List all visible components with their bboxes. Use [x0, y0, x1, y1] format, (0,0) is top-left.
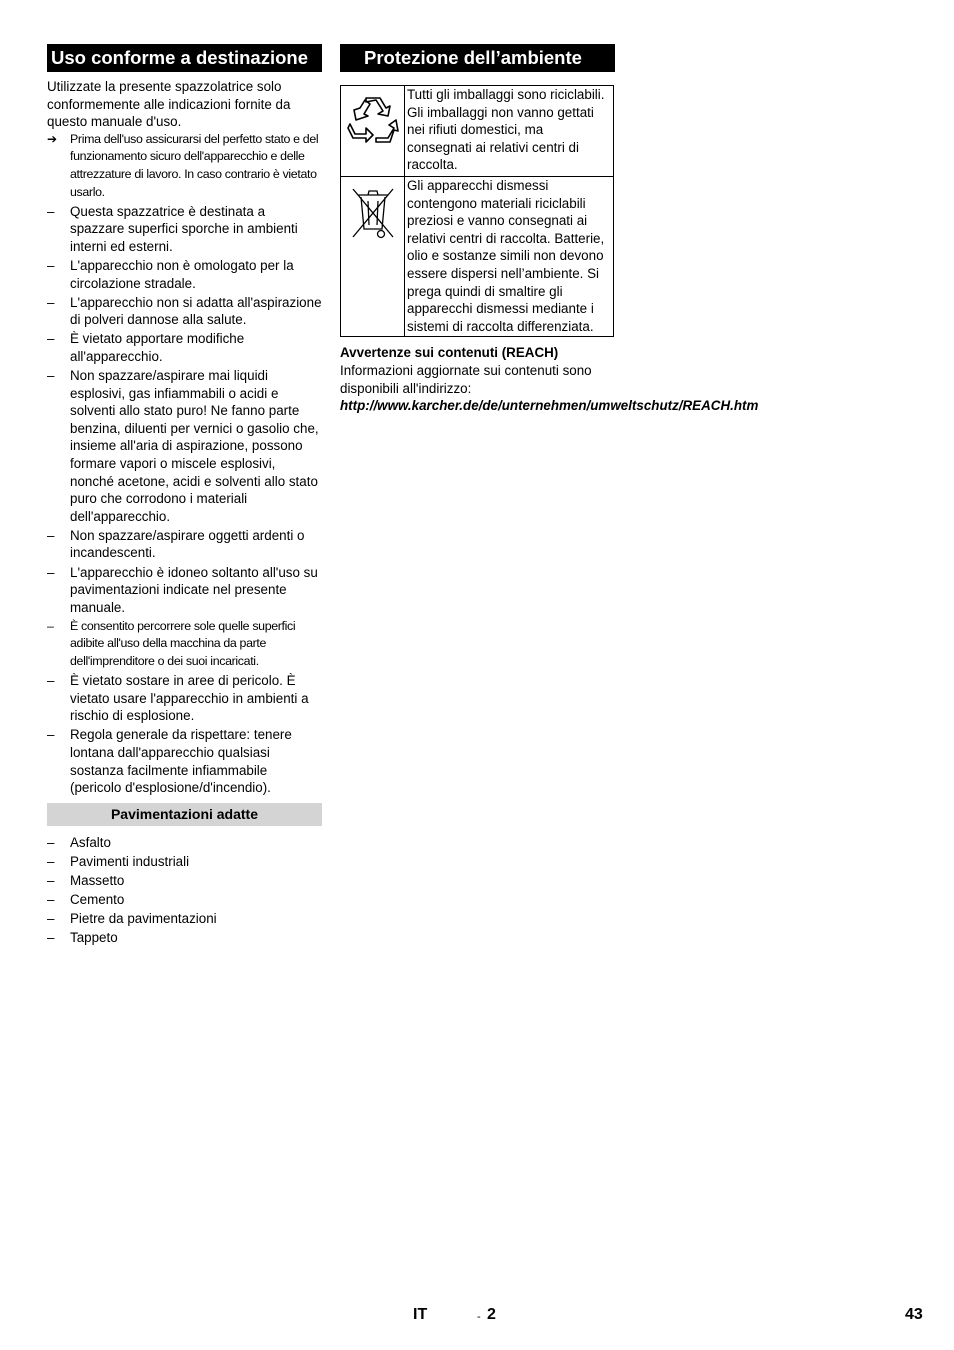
- icon-cell: [341, 177, 405, 337]
- icon-cell: [341, 86, 405, 177]
- table-row: [341, 86, 614, 177]
- list-item: – È consentito percorrere sole quelle superfici adibite all'uso della macchina da parte dell'imprenditore o dei suoi incaricati.: [47, 618, 296, 668]
- list-item: – Cemento: [47, 892, 125, 908]
- table-row: [341, 177, 614, 337]
- arrow-right-icon: ➔: [47, 131, 57, 146]
- list-item: – Tappeto: [47, 930, 118, 946]
- list-item: – L'apparecchio è idoneo soltanto all'uso su pavimentazioni indicate nel presente manuale.: [47, 564, 318, 615]
- list-item: – Non spazzare/aspirare mai liquidi esplosivi, gas infiammabili o acidi e solventi allo stato puro! Ne fanno parte benzina, diluenti per vernici o gasolio che, insieme all'aria di aspirazione, possono formare vapori o miscele esplosivi, nonché acetone, acidi e solventi allo stato puro che corrodono i materiali dell'apparecchio.: [47, 368, 319, 524]
- left-column: [47, 44, 322, 948]
- subheader-suitable-surfaces: Pavimentazioni adatte: [47, 803, 322, 826]
- section-title-intended-use: Uso conforme a destinazione: [47, 44, 322, 72]
- list-item: – L'apparecchio non è omologato per la circolazione stradale.: [47, 257, 294, 291]
- footer-language: IT: [413, 1306, 428, 1323]
- list-item: – Pietre da pavimentazioni: [47, 911, 217, 927]
- reach-title: Avvertenze sui contenuti (REACH): [340, 345, 559, 361]
- list-item: ➔ Prima dell'uso assicurarsi del perfetto stato e del funzionamento sicuro dell'apparecchio e delle attrezzature di lavoro. In caso contrario è vietato usarlo.: [47, 131, 319, 199]
- list-item: – Questa spazzatrice è destinata a spazzare superfici sporche in ambienti interni ed esterni.: [47, 203, 298, 254]
- surfaces-list: [47, 834, 322, 947]
- list-item: – Massetto: [47, 872, 125, 888]
- reach-text: Informazioni aggiornate sui contenuti sono disponibili all'indirizzo:: [340, 362, 592, 396]
- environment-table: [340, 85, 614, 337]
- list-item: – Non spazzare/aspirare oggetti ardenti o incandescenti.: [47, 527, 305, 561]
- table-cell-text: Gli apparecchi dismessi contengono materiali riciclabili preziosi e vanno consegnati ai relativi centri di raccolta. Batterie, olio e sostanze simili non devono essere dispersi nell’ambiente. Si prega quindi di smaltire gli apparecchi dismessi mediante i sistemi di raccolta differenziata.: [405, 177, 614, 337]
- list-item: – È vietato apportare modifiche all'apparecchio.: [47, 331, 245, 364]
- list-item: – Asfalto: [47, 834, 111, 850]
- reach-block: [340, 344, 759, 414]
- list-item: – È vietato sostare in aree di pericolo. È vietato usare l'apparecchio in ambienti a rischio di esplosione.: [47, 673, 309, 724]
- footer-separator: -: [477, 1311, 481, 1323]
- list-item: – Regola generale da rispettare: tenere lontana dall'apparecchio qualsiasi sostanza facilmente infiammabile (pericolo d'esplosione/d'incendio).: [47, 727, 292, 796]
- reach-link: http://www.karcher.de/de/unternehmen/umweltschutz/REACH.htm: [340, 398, 759, 414]
- table-cell-text: Tutti gli imballaggi sono riciclabili. Gli imballaggi non vanno gettati nei rifiuti domestici, ma consegnati ai relativi centri di raccolta.: [405, 86, 614, 177]
- usage-rules-list: [47, 131, 322, 797]
- crossed-bin-icon: [350, 185, 396, 241]
- right-column: [340, 44, 759, 415]
- page-number: 43: [905, 1306, 923, 1323]
- list-item: – L'apparecchio non si adatta all'aspirazione di polveri dannose alla salute.: [47, 294, 322, 328]
- list-item: – Pavimenti industriali: [47, 853, 190, 869]
- recycle-icon: [346, 94, 400, 148]
- footer-section-number: 2: [487, 1306, 496, 1323]
- intro-paragraph: Utilizzate la presente spazzolatrice solo conformemente alle indicazioni fornite da questo manuale d'uso.: [47, 79, 291, 130]
- section-title-environment: Protezione dell’ambiente: [340, 44, 615, 72]
